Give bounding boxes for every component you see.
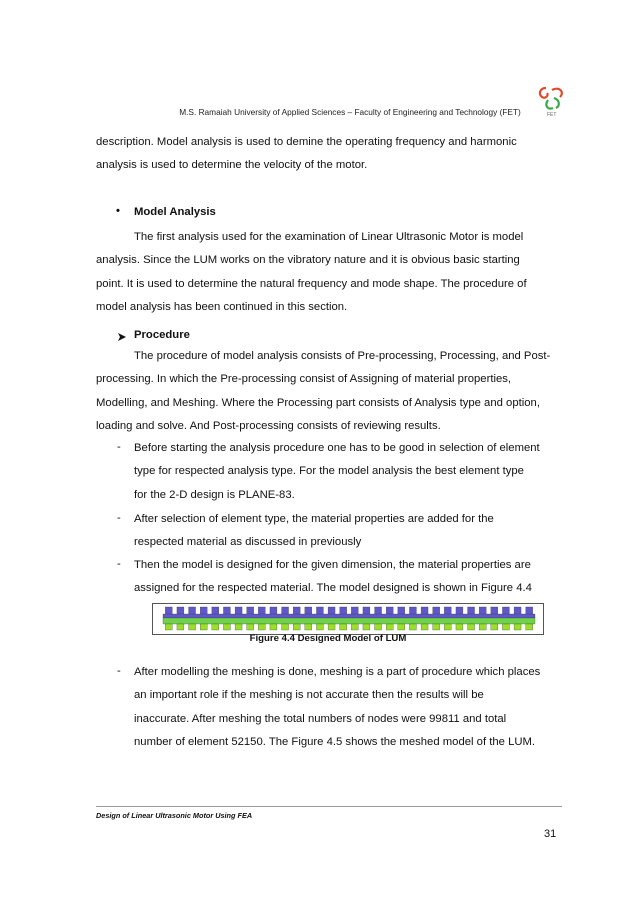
list-item-line: respected material as discussed in previously (134, 536, 362, 549)
figure-base (163, 618, 535, 624)
figure-upper-tooth (247, 607, 254, 615)
figure-lower-tooth (398, 624, 405, 630)
figure-lower-teeth-group (165, 624, 532, 630)
list-item-line: After selection of element type, the material properties are added for the (134, 513, 494, 525)
figure-upper-tooth (456, 607, 463, 615)
list-item (134, 554, 560, 601)
list-item-line: number of element 52150. The Figure 4.5 shows the meshed model of the LUM. (134, 735, 536, 748)
page-number: 31 (544, 828, 557, 840)
dash-marker: - (117, 665, 121, 677)
figure-caption: Figure 4.4 Designed Model of LUM (249, 633, 407, 644)
figure-upper-tooth (433, 607, 440, 615)
list-item (134, 661, 560, 754)
figure-lower-tooth (270, 624, 277, 630)
figure-upper-tooth (479, 607, 486, 615)
figure-upper-tooth (514, 607, 521, 615)
procedure-heading: Procedure (134, 329, 190, 341)
figure-lower-tooth (514, 624, 521, 630)
figure-upper-tooth (351, 607, 358, 615)
figure-upper-tooth (270, 607, 277, 615)
dash-marker: - (117, 441, 121, 453)
figure-lower-tooth (363, 624, 370, 630)
fet-logo (532, 82, 572, 122)
figure-upper-tooth (212, 607, 219, 615)
figure-lower-tooth (340, 624, 347, 630)
model-analysis-heading: Model Analysis (134, 206, 216, 218)
figure-upper-tooth (200, 607, 207, 615)
figure-upper-tooth (386, 607, 393, 615)
figure-lower-tooth (293, 624, 300, 630)
list-item-line: for the 2-D design is PLANE-83. (134, 488, 295, 501)
figure-upper-tooth (409, 607, 416, 615)
figure-band (163, 614, 535, 618)
list-item-line: an important role if the meshing is not accurate then the results will be (134, 689, 484, 702)
dash-marker: - (117, 512, 121, 524)
intro-line: analysis is used to determine the velocity of the motor. (96, 159, 368, 172)
figure-lower-tooth (247, 624, 254, 630)
figure-lower-tooth (375, 624, 382, 630)
figure-upper-tooth (363, 607, 370, 615)
paragraph-line: Modelling, and Meshing. Where the Processing part consists of Analysis type and option, (96, 396, 540, 409)
procedure-paragraph (96, 345, 560, 438)
dash-marker: - (117, 558, 121, 570)
figure-lower-tooth (468, 624, 475, 630)
figure-lower-tooth (200, 624, 207, 630)
figure-lower-tooth (328, 624, 335, 630)
bullet-icon: • (116, 205, 120, 217)
figure-lower-tooth (502, 624, 509, 630)
figure-lower-tooth (235, 624, 242, 630)
intro-line: description. Model analysis is used to demine the operating frequency and harmonic (96, 136, 517, 148)
figure-upper-tooth (177, 607, 184, 615)
paragraph-line: model analysis has been continued in this section. (96, 300, 348, 313)
figure-upper-tooth (305, 607, 312, 615)
figure-lower-tooth (456, 624, 463, 630)
figure-upper-tooth (328, 607, 335, 615)
list-item-line: Before starting the analysis procedure one has to be good in selection of element (134, 442, 540, 454)
list-item (134, 437, 560, 507)
figure-lower-tooth (421, 624, 428, 630)
paragraph-line: loading and solve. And Post-processing consists of reviewing results. (96, 419, 441, 432)
figure-lower-tooth (479, 624, 486, 630)
figure-upper-tooth (526, 607, 533, 615)
paragraph-line: The first analysis used for the examination of Linear Ultrasonic Motor is model (134, 231, 524, 243)
list-item-line: type for respected analysis type. For the model analysis the best element type (134, 465, 524, 478)
figure-upper-tooth (316, 607, 323, 615)
paragraph-line: The procedure of model analysis consists of Pre-processing, Processing, and Post- (134, 350, 551, 362)
figure-upper-tooth (165, 607, 172, 615)
figure-lower-tooth (177, 624, 184, 630)
footer-divider (96, 806, 562, 807)
figure-upper-tooth (258, 607, 265, 615)
logo-text: FET (547, 112, 557, 118)
figure-lower-tooth (212, 624, 219, 630)
figure-upper-tooth (491, 607, 498, 615)
figure-upper-tooth (421, 607, 428, 615)
list-item-line: inaccurate. After meshing the total numbers of nodes were 99811 and total (134, 712, 507, 725)
intro-paragraph (96, 131, 560, 178)
figure-lower-tooth (258, 624, 265, 630)
figure-upper-tooth (223, 607, 230, 615)
figure-lower-tooth (165, 624, 172, 630)
figure-lower-tooth (386, 624, 393, 630)
figure-upper-tooth (235, 607, 242, 615)
paragraph-line: point. It is used to determine the natural frequency and mode shape. The procedure of (96, 277, 527, 290)
figure-upper-tooth (282, 607, 289, 615)
figure-lower-tooth (223, 624, 230, 630)
figure-upper-tooth (468, 607, 475, 615)
figure-lower-tooth (189, 624, 196, 630)
figure-lower-tooth (444, 624, 451, 630)
figure-lower-tooth (491, 624, 498, 630)
figure-lower-tooth (433, 624, 440, 630)
figure-lower-tooth (305, 624, 312, 630)
figure-upper-tooth (375, 607, 382, 615)
list-item-line: Then the model is designed for the given dimension, the material properties are (134, 559, 531, 571)
list-item-line: assigned for the respected material. The model designed is shown in Figure 4.4 (134, 582, 532, 595)
list-item-line: After modelling the meshing is done, meshing is a part of procedure which places (134, 666, 541, 678)
arrow-bullet-icon (117, 332, 127, 342)
list-item (134, 508, 560, 555)
figure-upper-tooth (189, 607, 196, 615)
figure-teeth-group (165, 607, 532, 615)
figure-lower-tooth (526, 624, 533, 630)
figure-lower-tooth (282, 624, 289, 630)
figure-upper-tooth (444, 607, 451, 615)
paragraph-line: analysis. Since the LUM works on the vibratory nature and it is obvious basic starting (96, 254, 520, 267)
figure-lower-tooth (316, 624, 323, 630)
footer-title: Design of Linear Ultrasonic Motor Using FEA (96, 811, 253, 820)
paragraph-line: processing. In which the Pre-processing consist of Assigning of material properties, (96, 373, 512, 386)
page-header: M.S. Ramaiah University of Applied Sciences – Faculty of Engineering and Technology (FET) (179, 107, 521, 117)
figure-upper-tooth (502, 607, 509, 615)
figure-lower-tooth (409, 624, 416, 630)
figure-lum-model (152, 603, 544, 635)
figure-lower-tooth (351, 624, 358, 630)
model-analysis-paragraph (96, 226, 560, 319)
figure-upper-tooth (293, 607, 300, 615)
figure-upper-tooth (398, 607, 405, 615)
figure-upper-tooth (340, 607, 347, 615)
